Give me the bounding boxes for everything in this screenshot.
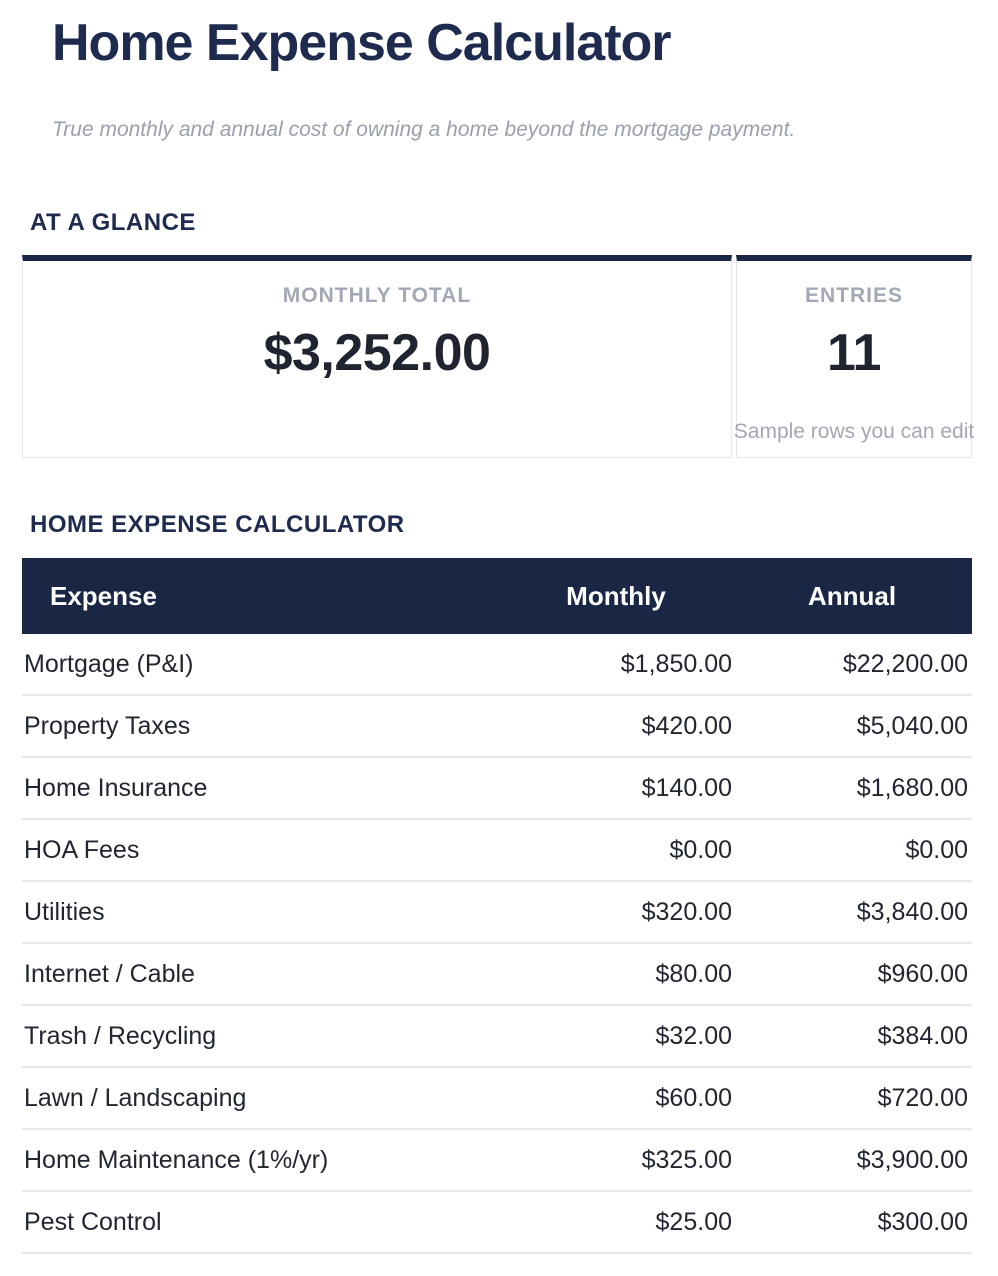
monthly-cell[interactable]: $140.00: [500, 757, 732, 819]
annual-cell[interactable]: $5,040.00: [732, 695, 972, 757]
expense-cell[interactable]: Property Taxes: [22, 695, 500, 757]
annual-cell[interactable]: $3,900.00: [732, 1129, 972, 1191]
table-row: [22, 819, 972, 881]
expense-cell[interactable]: Home Insurance: [22, 757, 500, 819]
annual-cell[interactable]: $300.00: [732, 1191, 972, 1253]
page-subtitle: True monthly and annual cost of owning a home beyond the mortgage payment.: [52, 118, 796, 141]
annual-cell[interactable]: $22,200.00: [732, 634, 972, 695]
entries-note: Sample rows you can edit: [733, 420, 975, 443]
table-row: [22, 1191, 972, 1253]
monthly-cell[interactable]: $320.00: [500, 881, 732, 943]
expense-cell[interactable]: Pest Control: [22, 1191, 500, 1253]
expense-cell[interactable]: Lawn / Landscaping: [22, 1067, 500, 1129]
expense-table-body: [22, 634, 972, 1253]
expense-cell[interactable]: Trash / Recycling: [22, 1005, 500, 1067]
table-row: [22, 881, 972, 943]
monthly-cell[interactable]: $32.00: [500, 1005, 732, 1067]
expense-cell[interactable]: Home Maintenance (1%/yr): [22, 1129, 500, 1191]
monthly-cell[interactable]: $25.00: [500, 1191, 732, 1253]
table-row: [22, 634, 972, 695]
expense-table: [22, 558, 972, 1254]
expense-cell[interactable]: Mortgage (P&I): [22, 634, 500, 695]
monthly-cell[interactable]: $1,850.00: [500, 634, 732, 695]
expense-cell[interactable]: HOA Fees: [22, 819, 500, 881]
table-row: [22, 1067, 972, 1129]
column-header-annual: Annual: [732, 558, 972, 634]
table-row: [22, 757, 972, 819]
monthly-cell[interactable]: $325.00: [500, 1129, 732, 1191]
monthly-cell[interactable]: $60.00: [500, 1067, 732, 1129]
annual-cell[interactable]: $384.00: [732, 1005, 972, 1067]
column-header-expense: Expense: [22, 558, 500, 634]
monthly-cell[interactable]: $420.00: [500, 695, 732, 757]
monthly-total-card: [22, 255, 732, 458]
table-row: [22, 1005, 972, 1067]
monthly-total-label: MONTHLY TOTAL: [282, 284, 472, 307]
monthly-cell[interactable]: $0.00: [500, 819, 732, 881]
table-row: [22, 695, 972, 757]
annual-cell[interactable]: $3,840.00: [732, 881, 972, 943]
expense-cell[interactable]: Utilities: [22, 881, 500, 943]
table-row: [22, 1129, 972, 1191]
entries-card: [733, 255, 975, 458]
annual-cell[interactable]: $960.00: [732, 943, 972, 1005]
monthly-cell[interactable]: $80.00: [500, 943, 732, 1005]
page-title: Home Expense Calculator: [52, 14, 671, 72]
monthly-total-value: $3,252.00: [263, 324, 491, 382]
glance-section-heading: AT A GLANCE: [30, 209, 196, 236]
entries-value: 11: [827, 324, 881, 382]
glance-cards: [22, 255, 975, 458]
table-section-heading: HOME EXPENSE CALCULATOR: [30, 511, 405, 538]
annual-cell[interactable]: $720.00: [732, 1067, 972, 1129]
annual-cell[interactable]: $0.00: [732, 819, 972, 881]
expense-table-header: [22, 558, 972, 634]
entries-label: ENTRIES: [804, 284, 903, 307]
expense-cell[interactable]: Internet / Cable: [22, 943, 500, 1005]
annual-cell[interactable]: $1,680.00: [732, 757, 972, 819]
page-header: [0, 0, 998, 142]
column-header-monthly: Monthly: [500, 558, 732, 634]
table-row: [22, 943, 972, 1005]
